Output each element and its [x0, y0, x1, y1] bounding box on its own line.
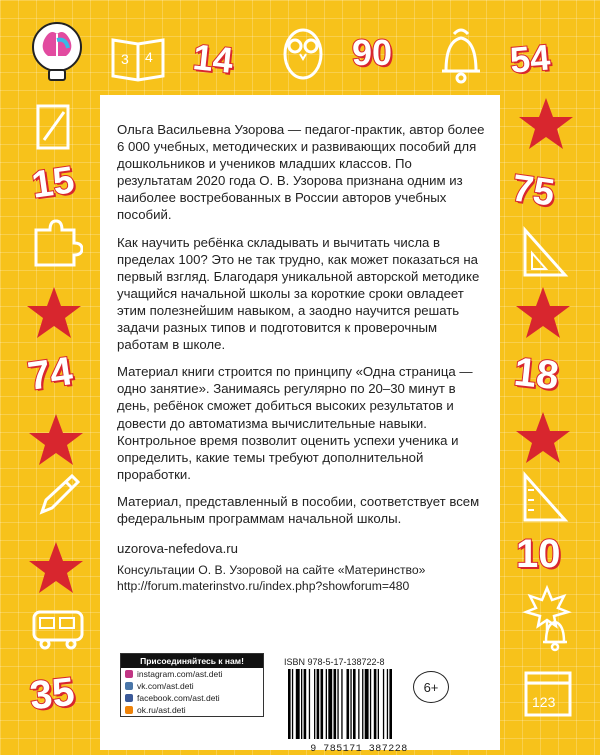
star-icon: [518, 96, 574, 152]
structure-paragraph: Материал книги строится по принципу «Одна страница — одно занятие». Занимаясь регулярно по 20–30 минут в день, ребёнок сможет добиться высоких результатов и довести до автоматизма вычислительные навыки. Контрольное время позволит оценить успехи ученика и определить, какие темы требуют дополнительной проработки.: [117, 364, 473, 482]
social-link-text: instagram.com/ast.deti: [137, 669, 223, 679]
decor-number-10: 10: [516, 532, 561, 576]
social-link-text: vk.com/ast.deti: [137, 681, 194, 691]
owl-icon: [278, 22, 328, 82]
instagram-icon: [125, 670, 133, 678]
age-rating-badge: 6+: [413, 671, 449, 703]
method-paragraph: Как научить ребёнка складывать и вычитать числа в пределах 100? Это не так трудно, как может показаться на первый взгляд. Благодаря уникальной авторской методике учащийся начальной школы за короткие сроки овладеет этим полезнейшим навыком, а заодно научится решать задачи разных типов и подготовится к проверочным работам в школе.: [117, 234, 480, 353]
star-icon: [26, 285, 82, 341]
vk-icon: [125, 682, 133, 690]
barcode-area: [284, 657, 434, 755]
social-link-text: ok.ru/ast.deti: [137, 705, 186, 715]
social-links-box: [120, 653, 264, 717]
social-link-facebook[interactable]: [121, 692, 263, 704]
social-header: Присоединяйтесь к нам!: [121, 654, 263, 668]
decor-number-74: 74: [25, 349, 76, 399]
decor-number-15: 15: [29, 159, 77, 207]
social-link-vk[interactable]: [121, 680, 263, 692]
star-icon: [515, 410, 571, 466]
puzzle-icon: [28, 215, 83, 270]
decor-number-18: 18: [511, 349, 561, 399]
triangle-ruler-icon: [520, 225, 570, 280]
decor-number-35: 35: [27, 669, 77, 719]
barcode-image: [284, 669, 434, 739]
svg-text:4: 4: [145, 49, 153, 65]
author-paragraph: Ольга Васильевна Узорова — педагог-практик, автор более 6 000 учебных, методических и развивающих пособий для дошкольников и учеников младших классов. По результатам 2020 года О. В. Узорова признана одним из наиболее востребованных в России авторов учебных пособий.: [117, 122, 485, 223]
calendar-icon: [522, 665, 574, 720]
decor-number-54: 54: [508, 36, 552, 81]
content-panel: [100, 95, 500, 755]
website-link[interactable]: uzorova-nefedova.ru: [117, 541, 238, 557]
decor-number-14: 14: [191, 36, 236, 81]
bus-icon: [30, 606, 86, 651]
ok-icon: [125, 706, 133, 714]
pencil-icon: [32, 100, 77, 155]
compliance-paragraph: Материал, представленный в пособии, соответствует всем федеральным программам начальной школы.: [117, 493, 480, 526]
pen-icon: [34, 470, 84, 520]
star-icon: [515, 285, 571, 341]
bell-small-icon: [540, 616, 570, 652]
triangle-ruler-icon: [520, 470, 570, 525]
svg-text:123: 123: [532, 694, 556, 710]
facebook-icon: [125, 694, 133, 702]
social-link-text: facebook.com/ast.deti: [137, 693, 220, 703]
description-text: [117, 121, 485, 594]
star-icon: [28, 540, 84, 596]
decor-number-90: 90: [352, 32, 393, 73]
consultation-text: Консультации О. В. Узоровой на сайте «Материнство»: [117, 563, 426, 578]
isbn-text: ISBN 978-5-17-138722-8: [284, 657, 385, 667]
barcode-number: 9 785171 387228: [310, 744, 408, 755]
bell-icon: [436, 26, 486, 86]
lightbulb-brain-icon: [30, 20, 85, 85]
decor-number-75: 75: [509, 167, 558, 215]
consultation-info: [117, 562, 485, 594]
social-link-instagram[interactable]: [121, 668, 263, 680]
consultation-url[interactable]: http://forum.materinstvo.ru/index.php?showforum=480: [117, 579, 410, 594]
svg-text:3: 3: [121, 51, 129, 67]
star-icon: [28, 412, 84, 468]
notebook-icon: [108, 32, 168, 82]
social-link-ok[interactable]: [121, 704, 263, 716]
